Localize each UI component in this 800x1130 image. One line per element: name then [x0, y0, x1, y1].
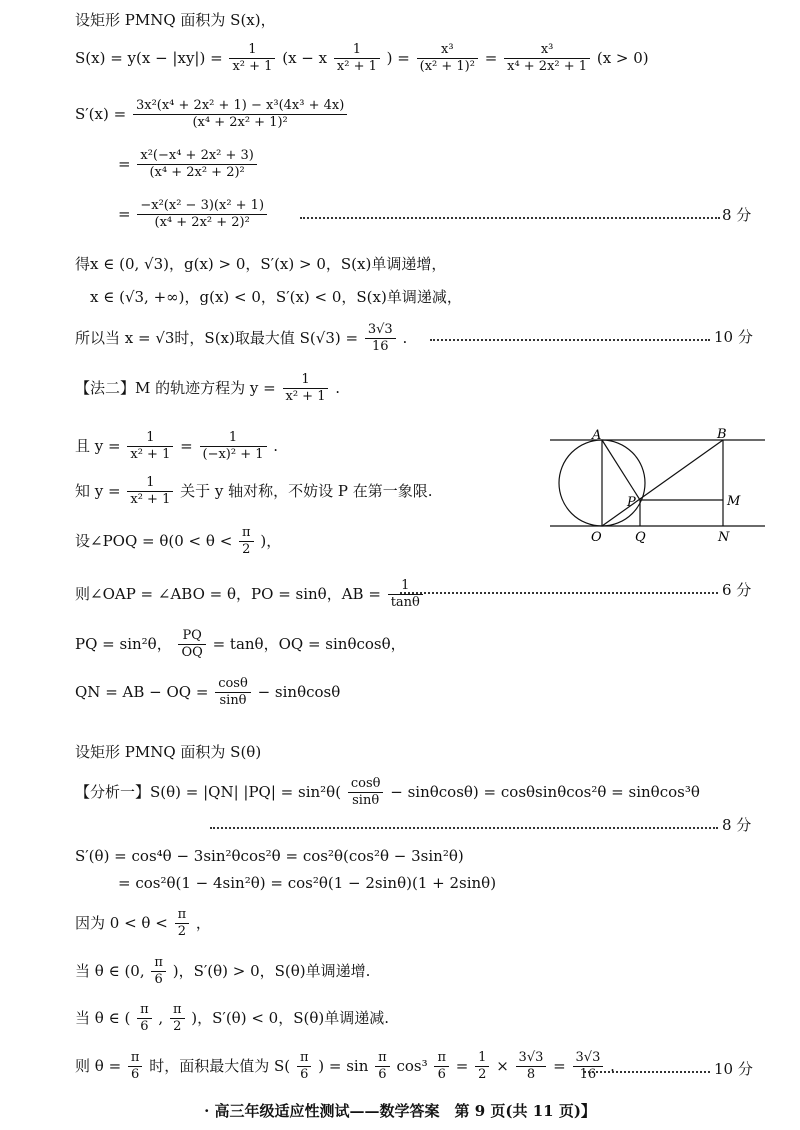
- text-line-area-def: 设矩形 PMNQ 面积为 S(x)，: [75, 11, 276, 29]
- fraction-den: (x⁴ + 2x² + 2)²: [149, 165, 245, 181]
- fraction-num: 1: [388, 578, 423, 595]
- fraction: [348, 776, 384, 810]
- expr-lhs: S(x) = y(x − |xy|) =: [75, 48, 223, 67]
- expr-part: (x − x: [282, 48, 328, 67]
- text-method-two: [75, 372, 340, 406]
- fraction-num: π: [175, 907, 190, 924]
- expr-part: ,: [158, 1008, 164, 1027]
- expr-part: 因为 0 < θ <: [75, 913, 168, 932]
- fraction-den: tanθ: [390, 595, 420, 611]
- fraction-num: −x²(x² − 3)(x² + 1): [137, 198, 267, 215]
- expr-part: 【分析一】S(θ) = |QN| |PQ| = sin²θ(: [75, 782, 342, 801]
- expr-part: .: [273, 436, 279, 455]
- text-because: [75, 907, 211, 941]
- text-first-quadrant: [75, 475, 433, 509]
- expr-part: )，S′(θ) > 0，S(θ)单调递增.: [172, 961, 371, 980]
- text-monotonic-decrease: x ∈ (√3, +∞)，g(x) < 0，S′(x) < 0，S(x)单调递减，: [90, 288, 462, 306]
- equation-derivative-step2: [118, 148, 259, 182]
- fraction-num: 3√3: [365, 322, 396, 339]
- fraction-num: 1: [127, 475, 173, 492]
- fraction-num: x³: [504, 42, 590, 59]
- leader-dots: [300, 217, 720, 219]
- fraction: [215, 676, 251, 710]
- fraction: [388, 578, 423, 612]
- fraction: [200, 430, 267, 464]
- expr-part: .: [610, 1056, 615, 1075]
- fraction-den: (x² + 1)²: [419, 59, 475, 75]
- fraction-den: 6: [154, 972, 163, 988]
- fraction-den: 2: [173, 1019, 182, 1035]
- score-mark: 8 分: [722, 206, 752, 224]
- expr-eq: =: [118, 204, 131, 223]
- text-pq-oq: [75, 628, 406, 662]
- expr-condition: (x > 0): [596, 48, 649, 67]
- fraction-den: 16: [579, 1067, 597, 1083]
- text-monotonic-increase: 得x ∈ (0, √3)，g(x) > 0，S′(x) > 0，S(x)单调递增，: [75, 255, 447, 273]
- expr-part: 则 θ =: [75, 1056, 122, 1075]
- fraction: [573, 1050, 604, 1084]
- label-n: N: [718, 530, 730, 545]
- leader-dots: [430, 339, 710, 341]
- label-b: B: [717, 428, 727, 442]
- fraction-den: 2: [242, 542, 251, 558]
- fraction: [137, 198, 267, 232]
- fraction: [417, 42, 478, 76]
- expr-part: ) = sin: [318, 1056, 369, 1075]
- expr-part: ) =: [386, 48, 410, 67]
- label-q: Q: [635, 530, 646, 545]
- fraction-den: 6: [300, 1067, 309, 1083]
- fraction-den: 6: [131, 1067, 140, 1083]
- fraction-den: 2: [478, 1067, 487, 1083]
- fraction: [170, 1002, 185, 1036]
- fraction: [137, 148, 257, 182]
- fraction-num: 1: [229, 42, 275, 59]
- fraction-den: x² + 1: [336, 59, 377, 75]
- expr-part: )，S′(θ) < 0，S(θ)单调递减.: [191, 1008, 389, 1027]
- expr-part: 所以当 x = √3时，S(x)取最大值 S(√3) =: [75, 328, 359, 347]
- fraction-num: π: [297, 1050, 312, 1067]
- label-o: O: [591, 530, 602, 545]
- geometry-figure: [545, 428, 770, 548]
- fraction-num: 3√3: [516, 1050, 547, 1067]
- fraction-den: x² + 1: [232, 59, 273, 75]
- equation-derivative-step3: [118, 198, 269, 232]
- fraction: [297, 1050, 312, 1084]
- fraction-num: π: [375, 1050, 390, 1067]
- fraction: [178, 628, 205, 662]
- fraction-den: 8: [526, 1067, 536, 1083]
- expr-part: 知 y =: [75, 481, 121, 500]
- expr-part: PQ = sin²θ，: [75, 634, 172, 653]
- fraction: [127, 475, 173, 509]
- fraction: [516, 1050, 547, 1084]
- expr-lhs: S′(x) =: [75, 104, 127, 123]
- fraction-den: 6: [437, 1067, 446, 1083]
- expr-part: )，: [260, 531, 282, 550]
- expr-part: 【法二】M 的轨迹方程为 y =: [75, 378, 276, 397]
- text-symmetry: [75, 430, 278, 464]
- text-analysis-one: [75, 776, 700, 810]
- fraction-num: π: [239, 525, 254, 542]
- text-derivative-theta: S′(θ) = cos⁴θ − 3sin²θcos²θ = cos²θ(cos²θ − 3sin²θ): [75, 847, 464, 865]
- page-footer: · 高三年级适应性测试——数学答案 第 9 页(共 11 页)】: [204, 1102, 596, 1120]
- expr-part: − sinθcosθ) = cosθsinθcos²θ = sinθcos³θ: [390, 782, 700, 801]
- score-mark: 10 分: [714, 1060, 753, 1078]
- fraction: [128, 1050, 143, 1084]
- expr-part: = tanθ，OQ = sinθcosθ，: [212, 634, 406, 653]
- fraction-num: 1: [334, 42, 380, 59]
- expr-part: QN = AB − OQ =: [75, 682, 209, 701]
- fraction: [334, 42, 380, 76]
- fraction: [475, 1050, 489, 1084]
- score-mark: 6 分: [722, 581, 752, 599]
- fraction: [434, 1050, 449, 1084]
- fraction-den: (−x)² + 1: [202, 447, 264, 463]
- fraction: [504, 42, 590, 76]
- text-decreasing-theta: [75, 1002, 389, 1036]
- text-derivative-theta-step2: = cos²θ(1 − 4sin²θ) = cos²θ(1 − 2sinθ)(1 + 2sinθ): [118, 874, 497, 892]
- fraction-num: cosθ: [215, 676, 251, 693]
- score-mark: 10 分: [714, 328, 753, 346]
- leader-dots: [400, 592, 718, 594]
- fraction: [239, 525, 254, 559]
- segment-ap: [602, 440, 640, 500]
- expr-eq: =: [118, 154, 131, 173]
- label-p: P: [627, 495, 636, 510]
- fraction-den: (x⁴ + 2x² + 1)²: [192, 115, 288, 131]
- fraction-den: sinθ: [219, 693, 247, 709]
- fraction: [283, 372, 329, 406]
- expr-part: =: [455, 1056, 469, 1075]
- leader-dots: [584, 1071, 710, 1073]
- fraction-num: π: [128, 1050, 143, 1067]
- fraction: [137, 1002, 152, 1036]
- expr-part: =: [484, 48, 498, 67]
- fraction-den: (x⁴ + 2x² + 2)²: [154, 215, 250, 231]
- label-m: M: [727, 494, 741, 509]
- fraction-num: x²(−x⁴ + 2x² + 3): [137, 148, 257, 165]
- text-angles-ab: [75, 578, 425, 612]
- fraction-den: x⁴ + 2x² + 1: [507, 59, 588, 75]
- expr-part: 时，面积最大值为 S(: [149, 1056, 291, 1075]
- text-max-value: [75, 322, 407, 356]
- fraction-num: 3x²(x⁴ + 2x² + 1) − x³(4x³ + 4x): [133, 98, 347, 115]
- expr-part: 当 θ ∈ (: [75, 1008, 131, 1027]
- expr-part: 且 y =: [75, 436, 121, 455]
- expr-part: =: [553, 1056, 566, 1075]
- fraction-num: 3√3: [573, 1050, 604, 1067]
- fraction-num: π: [137, 1002, 152, 1019]
- equation-s-of-x: [75, 42, 649, 76]
- fraction-num: 1: [283, 372, 329, 389]
- leader-dots: [210, 827, 718, 829]
- fraction-den: 2: [177, 924, 186, 940]
- fraction-num: PQ: [178, 628, 205, 645]
- expr-part: − sinθcosθ: [257, 682, 341, 701]
- fraction: [365, 322, 396, 356]
- fraction-den: 16: [371, 339, 389, 355]
- fraction-num: π: [434, 1050, 449, 1067]
- text-angle-def: [75, 525, 281, 559]
- score-mark: 8 分: [722, 816, 752, 834]
- fraction-den: x² + 1: [285, 389, 326, 405]
- expr-part: ，: [195, 913, 211, 932]
- fraction-num: x³: [417, 42, 478, 59]
- fraction-num: 1: [127, 430, 173, 447]
- equation-derivative: [75, 98, 349, 132]
- fraction-num: 1: [200, 430, 267, 447]
- fraction-num: cosθ: [348, 776, 384, 793]
- fraction: [375, 1050, 390, 1084]
- text-max-area: [75, 1050, 615, 1084]
- fraction-den: OQ: [181, 645, 203, 661]
- expr-part: cos³: [396, 1056, 428, 1075]
- text-qn: [75, 676, 340, 710]
- expr-part: 当 θ ∈ (0,: [75, 961, 145, 980]
- segment-ob: [602, 440, 723, 526]
- text-area-theta: 设矩形 PMNQ 面积为 S(θ): [75, 743, 262, 761]
- fraction-den: x² + 1: [130, 447, 171, 463]
- fraction-num: π: [170, 1002, 185, 1019]
- fraction-num: π: [151, 955, 166, 972]
- fraction: [133, 98, 347, 132]
- text-increasing-theta: [75, 955, 370, 989]
- expr-part: 设∠POQ = θ(0 < θ <: [75, 531, 233, 550]
- expr-part: =: [180, 436, 193, 455]
- fraction-den: 6: [378, 1067, 387, 1083]
- fraction: [127, 430, 173, 464]
- fraction-den: 6: [140, 1019, 149, 1035]
- fraction: [229, 42, 275, 76]
- expr-part: .: [402, 328, 408, 347]
- expr-part: 关于 y 轴对称，不妨设 P 在第一象限.: [180, 481, 433, 500]
- expr-part: 则∠OAP = ∠ABO = θ，PO = sinθ，AB =: [75, 584, 381, 603]
- label-a: A: [592, 428, 602, 443]
- fraction-den: x² + 1: [130, 492, 171, 508]
- fraction-den: sinθ: [352, 793, 380, 809]
- expr-part: .: [335, 378, 341, 397]
- fraction: [175, 907, 190, 941]
- expr-part: ×: [496, 1056, 509, 1075]
- fraction-num: 1: [475, 1050, 489, 1067]
- fraction: [151, 955, 166, 989]
